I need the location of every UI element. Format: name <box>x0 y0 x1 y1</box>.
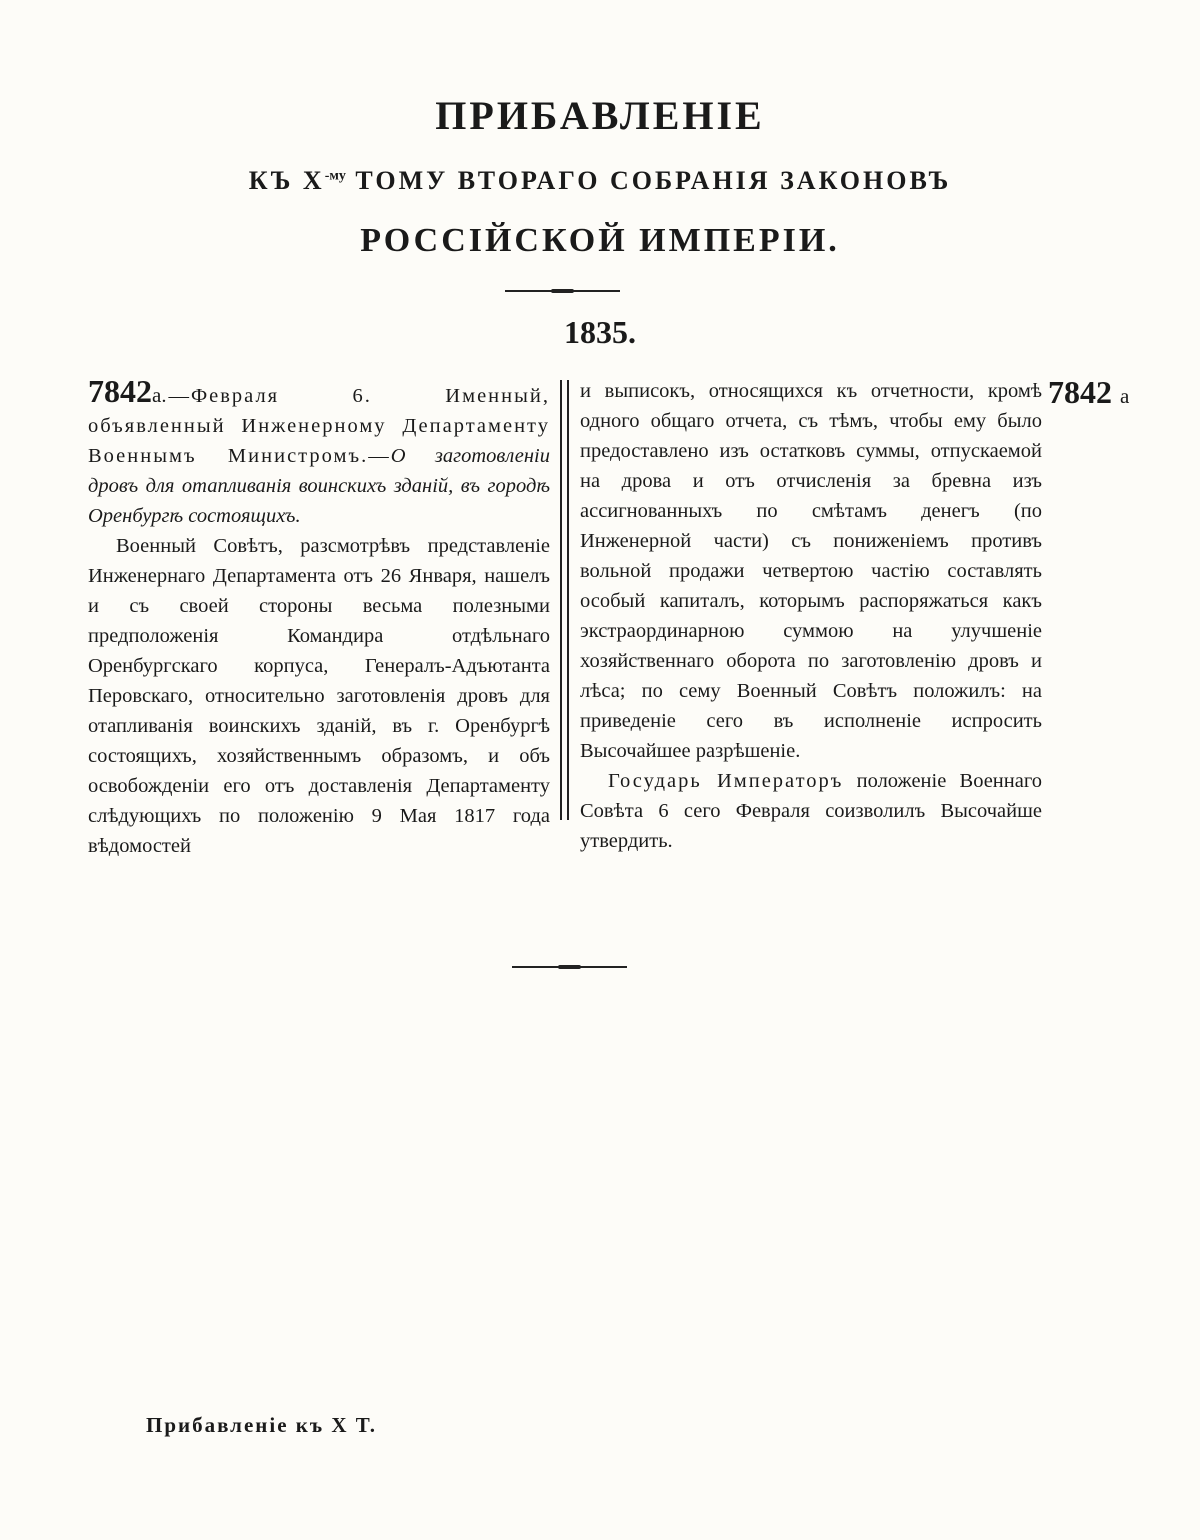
subtitle-superscript: -му <box>324 168 346 184</box>
law-body-right: и выписокъ, относящихся къ отчетности, кромѣ одного общаго отчета, съ тѣмъ, чтобы ему было предоставлено изъ остатковъ суммы, отпускаемой на дрова и отъ отчисленія за бревна изъ ассигнованныхъ по смѣтамъ денегъ (по Инженерной части) съ пониженіемъ противъ вольной продажи четвертою частію составлять особый капиталъ, которымъ распоряжаться какъ экстраординарною суммою на улучшеніе хозяйственнаго оборота по заготовленію дровъ и лѣса; по сему Военный Совѣтъ положилъ: на приведеніе сего въ исполненіе испросить Высочайшее разрѣшеніе. <box>580 380 1042 762</box>
law-intro: .—Февраля 6. Именный, объявленный Инженерному Департаменту Военнымъ Министромъ.— <box>88 385 550 467</box>
text-column-left <box>88 373 550 861</box>
law-subject: О заготовленіи дровъ для отапливанія воинскихъ зданій, въ городѣ Оренбургѣ состоящихъ. <box>88 445 550 527</box>
law-heading-paragraph <box>88 373 550 531</box>
subtitle-post: ТОМУ ВТОРАГО СОБРАНІЯ ЗАКОНОВЪ <box>345 166 952 195</box>
subtitle-pre: КЪ X <box>248 166 325 195</box>
ornamental-rule-bottom <box>512 966 627 968</box>
page-title: ПРИБАВЛЕНІЕ <box>435 93 765 138</box>
page-footer-signature: Прибавленіе къ X Т. <box>146 1413 377 1437</box>
text-column-right <box>580 376 1042 856</box>
ornamental-rule-top <box>505 290 620 292</box>
margin-law-number <box>1048 374 1129 411</box>
resolution-text: положеніе Военнаго Совѣта 6 сего Февраля соизволилъ Высочайше утвердить. <box>580 770 1042 852</box>
sovereign-title: Государь Императоръ <box>608 770 844 792</box>
year-heading: 1835. <box>564 314 636 350</box>
law-number-suffix: а <box>152 383 162 407</box>
page-subtitle-empire: РОССІЙСКОЙ ИМПЕРІИ. <box>360 222 840 259</box>
margin-number: 7842 <box>1048 374 1112 410</box>
law-resolution <box>580 766 1042 856</box>
law-body-left: Военный Совѣтъ, разсмотрѣвъ представленіе Инженернаго Департамента отъ 26 Января, нашелъ и съ своей стороны весьма полезными предположенія Командира отдѣльнаго Оренбургскаго корпуса, Генералъ-Адъютанта Перовскаго, относительно заготовленія дровъ для отапливанія воинскихъ зданій, въ г. Оренбургѣ состоящихъ, хозяйственнымъ образомъ, и объ освобожденіи его отъ доставленія Департаменту слѣдующихъ по положенію 9 Мая 1817 года вѣдомостей <box>88 535 550 857</box>
margin-number-suffix: а <box>1120 384 1130 408</box>
law-number: 7842 <box>88 373 152 409</box>
page-subtitle <box>0 166 1200 196</box>
column-divider <box>560 380 569 820</box>
